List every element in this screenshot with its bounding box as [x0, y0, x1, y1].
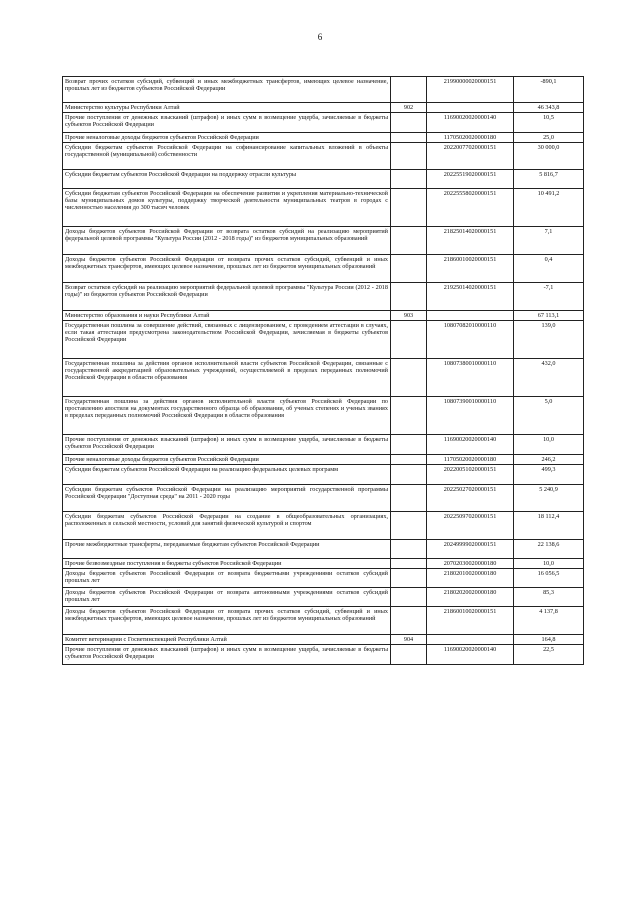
- row-name-cell: Субсидии бюджетам субъектов Российской Федерации на создание в общеобразовательных организациях, расположенных в сельской местности, условий для занятий физической культурой и спортом: [63, 512, 391, 540]
- row-budget-code-cell: 20220051020000151: [427, 465, 514, 485]
- row-admin-code-cell: [391, 607, 427, 635]
- row-name-cell: Министерство культуры Республики Алтай: [63, 103, 391, 113]
- row-budget-code-cell: 20220077020000151: [427, 143, 514, 170]
- row-amount-cell: 0,4: [514, 255, 584, 283]
- row-budget-code-cell: 21802010020000180: [427, 569, 514, 588]
- row-admin-code-cell: [391, 189, 427, 227]
- table-row: [63, 607, 584, 635]
- row-amount-cell: -890,1: [514, 77, 584, 103]
- row-admin-code-cell: [391, 588, 427, 607]
- row-budget-code-cell: 21825014020000151: [427, 227, 514, 255]
- row-budget-code-cell: 21802020020000180: [427, 588, 514, 607]
- row-admin-code-cell: [391, 359, 427, 397]
- row-name-cell: Субсидии бюджетам субъектов Российской Федерации на реализацию федеральных целевых программ: [63, 465, 391, 485]
- row-admin-code-cell: [391, 321, 427, 359]
- row-amount-cell: 499,3: [514, 465, 584, 485]
- row-admin-code-cell: [391, 559, 427, 569]
- row-budget-code-cell: 20225558020000151: [427, 189, 514, 227]
- row-amount-cell: 18 112,4: [514, 512, 584, 540]
- page-number: 6: [317, 32, 323, 42]
- row-amount-cell: 67 113,1: [514, 311, 584, 321]
- row-budget-code-cell: 11690020020000140: [427, 435, 514, 455]
- row-amount-cell: 10 491,2: [514, 189, 584, 227]
- row-budget-code-cell: 20225519020000151: [427, 170, 514, 189]
- row-name-cell: Прочие поступления от денежных взысканий (штрафов) и иных сумм в возмещение ущерба, зачисляемые в бюджеты субъектов Российской Федерации: [63, 113, 391, 133]
- row-budget-code-cell: 21860010020000151: [427, 607, 514, 635]
- row-admin-code-cell: [391, 455, 427, 465]
- row-budget-code-cell: 20225097020000151: [427, 512, 514, 540]
- budget-table: [62, 76, 584, 665]
- table-row: [63, 465, 584, 485]
- row-budget-code-cell: 21860010020000151: [427, 255, 514, 283]
- row-amount-cell: 139,0: [514, 321, 584, 359]
- table-row: [63, 435, 584, 455]
- row-amount-cell: 4 137,8: [514, 607, 584, 635]
- row-admin-code-cell: [391, 283, 427, 311]
- row-budget-code-cell: 11690020020000140: [427, 645, 514, 665]
- row-name-cell: Доходы бюджетов субъектов Российской Федерации от возврата прочих остатков субсидий, субвенций и иных межбюджетных трансфертов, имеющих целевое назначение, прошлых лет из бюджетов муниципальных образований: [63, 607, 391, 635]
- table-row: [63, 227, 584, 255]
- row-name-cell: Прочие неналоговые доходы бюджетов субъектов Российской Федерации: [63, 133, 391, 143]
- row-budget-code-cell: [427, 635, 514, 645]
- table-row: [63, 321, 584, 359]
- row-admin-code-cell: [391, 435, 427, 455]
- row-name-cell: Государственная пошлина за совершение действий, связанных с лицензированием, с проведением аттестации в случаях, если такая аттестация предусмотрена законодательством Российской Федерации, зачисляемая в бюджеты субъектов Российской Федерации: [63, 321, 391, 359]
- table-row: [63, 103, 584, 113]
- table-row: [63, 133, 584, 143]
- row-amount-cell: 5 816,7: [514, 170, 584, 189]
- table-row: [63, 635, 584, 645]
- table-body: [63, 77, 584, 665]
- row-admin-code-cell: 904: [391, 635, 427, 645]
- row-amount-cell: 16 056,5: [514, 569, 584, 588]
- row-name-cell: Возврат остатков субсидий на реализацию мероприятий федеральной целевой программы "Культура России (2012 - 2018 годы)" из бюджетов субъектов Российской Федерации: [63, 283, 391, 311]
- table-row: [63, 645, 584, 665]
- row-admin-code-cell: [391, 569, 427, 588]
- row-name-cell: Доходы бюджетов субъектов Российской Федерации от возврата автономными учреждениями остатков субсидий прошлых лет: [63, 588, 391, 607]
- row-budget-code-cell: [427, 311, 514, 321]
- row-amount-cell: 25,0: [514, 133, 584, 143]
- row-amount-cell: 30 000,0: [514, 143, 584, 170]
- row-name-cell: Возврат прочих остатков субсидий, субвенций и иных межбюджетных трансфертов, имеющих целевое назначение, прошлых лет из бюджетов субъектов Российской Федерации: [63, 77, 391, 103]
- row-budget-code-cell: 10807380010000110: [427, 359, 514, 397]
- row-name-cell: Прочие поступления от денежных взысканий (штрафов) и иных сумм в возмещение ущерба, зачисляемые в бюджеты субъектов Российской Федерации: [63, 645, 391, 665]
- row-budget-code-cell: 11705020020000180: [427, 455, 514, 465]
- row-name-cell: Прочие поступления от денежных взысканий (штрафов) и иных сумм в возмещение ущерба, зачисляемые в бюджеты субъектов Российской Федерации: [63, 435, 391, 455]
- table-row: [63, 512, 584, 540]
- row-budget-code-cell: 20225027020000151: [427, 485, 514, 512]
- table-row: [63, 170, 584, 189]
- row-admin-code-cell: 903: [391, 311, 427, 321]
- table-row: [63, 455, 584, 465]
- row-name-cell: Доходы бюджетов субъектов Российской Федерации от возврата прочих остатков субсидий, субвенций и иных межбюджетных трансфертов, имеющих целевое назначение, прошлых лет из бюджетов муниципальных образований: [63, 255, 391, 283]
- row-amount-cell: 7,1: [514, 227, 584, 255]
- row-name-cell: Прочие неналоговые доходы бюджетов субъектов Российской Федерации: [63, 455, 391, 465]
- row-name-cell: Доходы бюджетов субъектов Российской Федерации от возврата остатков субсидий на реализацию мероприятий федеральной целевой программы "Культура России (2012 - 2018 годы)" из бюджетов муниципальных образований: [63, 227, 391, 255]
- table-row: [63, 559, 584, 569]
- row-name-cell: Субсидии бюджетам субъектов Российской Федерации на поддержку отрасли культуры: [63, 170, 391, 189]
- table-row: [63, 569, 584, 588]
- row-amount-cell: 5,0: [514, 397, 584, 435]
- table-row: [63, 113, 584, 133]
- row-name-cell: Субсидии бюджетам субъектов Российской Федерации на обеспечение развития и укрепления материально-технической базы муниципальных домов культуры, поддержку творческой деятельности муниципальных театров в городах с численностью населения до 300 тысяч человек: [63, 189, 391, 227]
- row-name-cell: Доходы бюджетов субъектов Российской Федерации от возврата бюджетными учреждениями остатков субсидий прошлых лет: [63, 569, 391, 588]
- row-amount-cell: 10,0: [514, 435, 584, 455]
- row-amount-cell: 5 240,9: [514, 485, 584, 512]
- row-admin-code-cell: [391, 465, 427, 485]
- table-row: [63, 255, 584, 283]
- row-name-cell: Государственная пошлина за действия органов исполнительной власти субъектов Российской Федерации по проставлению апостиля на документах государственного образца об образовании, об ученых степенях и ученых званиях в пределах переданных полномочий Российской Федерации в области образования: [63, 397, 391, 435]
- row-admin-code-cell: [391, 170, 427, 189]
- row-budget-code-cell: 10807082010000110: [427, 321, 514, 359]
- row-admin-code-cell: [391, 227, 427, 255]
- table-row: [63, 311, 584, 321]
- row-budget-code-cell: [427, 103, 514, 113]
- row-amount-cell: -7,1: [514, 283, 584, 311]
- row-budget-code-cell: 11690020020000140: [427, 113, 514, 133]
- row-admin-code-cell: [391, 143, 427, 170]
- row-name-cell: Прочие межбюджетные трансферты, передаваемые бюджетам субъектов Российской Федерации: [63, 540, 391, 559]
- row-admin-code-cell: [391, 113, 427, 133]
- row-admin-code-cell: [391, 485, 427, 512]
- table-row: [63, 189, 584, 227]
- table-row: [63, 485, 584, 512]
- row-budget-code-cell: 21990000020000151: [427, 77, 514, 103]
- row-admin-code-cell: [391, 645, 427, 665]
- table-row: [63, 359, 584, 397]
- row-admin-code-cell: [391, 255, 427, 283]
- row-amount-cell: 22 138,6: [514, 540, 584, 559]
- row-admin-code-cell: [391, 77, 427, 103]
- row-budget-code-cell: 20249999020000151: [427, 540, 514, 559]
- row-amount-cell: 22,5: [514, 645, 584, 665]
- table-row: [63, 588, 584, 607]
- table-row: [63, 397, 584, 435]
- row-name-cell: Комитет ветеринарии с Госветинспекцией Республики Алтай: [63, 635, 391, 645]
- row-admin-code-cell: [391, 540, 427, 559]
- row-name-cell: Министерство образования и науки Республики Алтай: [63, 311, 391, 321]
- row-name-cell: Прочие безвозмездные поступления в бюджеты субъектов Российской Федерации: [63, 559, 391, 569]
- row-budget-code-cell: 10807390010000110: [427, 397, 514, 435]
- table-row: [63, 283, 584, 311]
- row-admin-code-cell: [391, 397, 427, 435]
- row-amount-cell: 10,0: [514, 559, 584, 569]
- row-amount-cell: 46 343,8: [514, 103, 584, 113]
- row-budget-code-cell: 11705020020000180: [427, 133, 514, 143]
- row-budget-code-cell: 20702030020000180: [427, 559, 514, 569]
- row-amount-cell: 246,2: [514, 455, 584, 465]
- row-admin-code-cell: 902: [391, 103, 427, 113]
- row-name-cell: Субсидии бюджетам субъектов Российской Федерации на реализацию мероприятий государственной программы Российской Федерации "Доступная среда" на 2011 - 2020 годы: [63, 485, 391, 512]
- row-name-cell: Государственная пошлина за действия органов исполнительной власти субъектов Российской Федерации, связанные с государственной аккредитацией образовательных учреждений, осуществляемой в пределах переданных полномочий Российской Федерации в области образования: [63, 359, 391, 397]
- row-admin-code-cell: [391, 512, 427, 540]
- row-budget-code-cell: 21925014020000151: [427, 283, 514, 311]
- table-row: [63, 143, 584, 170]
- table-row: [63, 77, 584, 103]
- row-amount-cell: 432,0: [514, 359, 584, 397]
- table-row: [63, 540, 584, 559]
- row-amount-cell: 85,3: [514, 588, 584, 607]
- row-admin-code-cell: [391, 133, 427, 143]
- row-amount-cell: 164,8: [514, 635, 584, 645]
- row-name-cell: Субсидии бюджетам субъектов Российской Федерации на софинансирование капитальных вложений в объекты государственной (муниципальной) собственности: [63, 143, 391, 170]
- row-amount-cell: 10,5: [514, 113, 584, 133]
